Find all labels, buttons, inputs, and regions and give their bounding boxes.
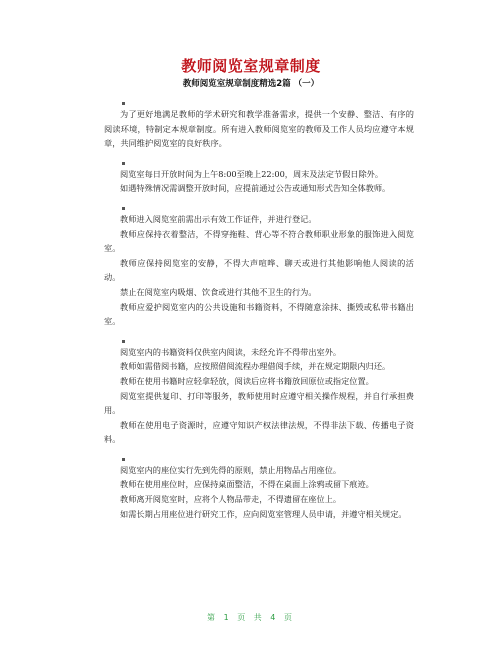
section-marker [122,458,125,461]
section-gap [104,447,414,452]
section-marker [122,340,125,343]
body-paragraph: 教师应爱护阅览室内的公共设施和书籍资料，不得随意涂抹、撕毁或私带书籍出室。 [104,301,414,327]
body-paragraph: 禁止在阅览室内吸烟、饮食或进行其他不卫生的行为。 [120,286,317,297]
body-paragraph: 为了更好地满足教师的学术研究和教学准备需求，提供一个安静、整洁、有序的阅读环境，特制定本规章制度。所有进入教师阅览室的教师及工作人员均应遵守本规章，共同维护阅览室的良好秩序。 [104,109,414,149]
body-paragraph: 教师离开阅览室时，应将个人物品带走，不得遗留在座位上。 [120,494,342,505]
body-paragraph: 教师如需借阅书籍，应按照借阅流程办理借阅手续，并在规定期限内归还。 [120,361,391,372]
body-paragraph: 阅览室每日开放时间为上午8:00至晚上22:00，周末及法定节假日除外。 [120,168,384,179]
body-paragraph: 教师进入阅览室前需出示有效工作证件，并进行登记。 [120,213,317,224]
body-paragraph: 阅览室内的书籍资料仅供室内阅读，未经允许不得带出室外。 [120,346,342,357]
section-gap [104,329,414,334]
section-gap [104,151,414,156]
section-marker [122,102,125,105]
body-paragraph: 教师应保持阅览室的安静，不得大声喧哗、聊天或进行其他影响他人阅读的活动。 [104,257,414,283]
section-marker [122,207,125,210]
section-marker [122,162,125,165]
body-paragraph: 阅览室内的座位实行先到先得的原则，禁止用物品占用座位。 [120,464,342,475]
page-footer: 第 1 页 共 4 页 [207,613,295,622]
body-paragraph: 教师在使用座位时，应保持桌面整洁，不得在桌面上涂鸦或留下痕迹。 [120,479,374,490]
page-subtitle: 教师阅览室规章制度精选2篇 （一） [182,79,320,89]
body-paragraph: 如遇特殊情况需调整开放时间，应提前通过公告或通知形式告知全体教师。 [120,183,391,194]
body-paragraph: 教师应保持衣着整洁，不得穿拖鞋、背心等不符合教师职业形象的服饰进入阅览室。 [104,228,414,254]
body-paragraph: 教师在使用书籍时应轻拿轻放，阅读后应将书籍放回原位或指定位置。 [120,375,374,386]
body-paragraph: 如需长期占用座位进行研究工作，应向阅览室管理人员申请，并遵守相关规定。 [120,508,407,519]
page-title: 教师阅览室规章制度 [181,57,321,75]
section-gap [104,196,414,201]
document-body [104,96,414,521]
body-paragraph: 教师在使用电子资源时，应遵守知识产权法律法规，不得非法下载、传播电子资料。 [104,419,414,445]
body-paragraph: 阅览室提供复印、打印等服务，教师使用时应遵守相关操作规程，并自行承担费用。 [104,390,414,416]
